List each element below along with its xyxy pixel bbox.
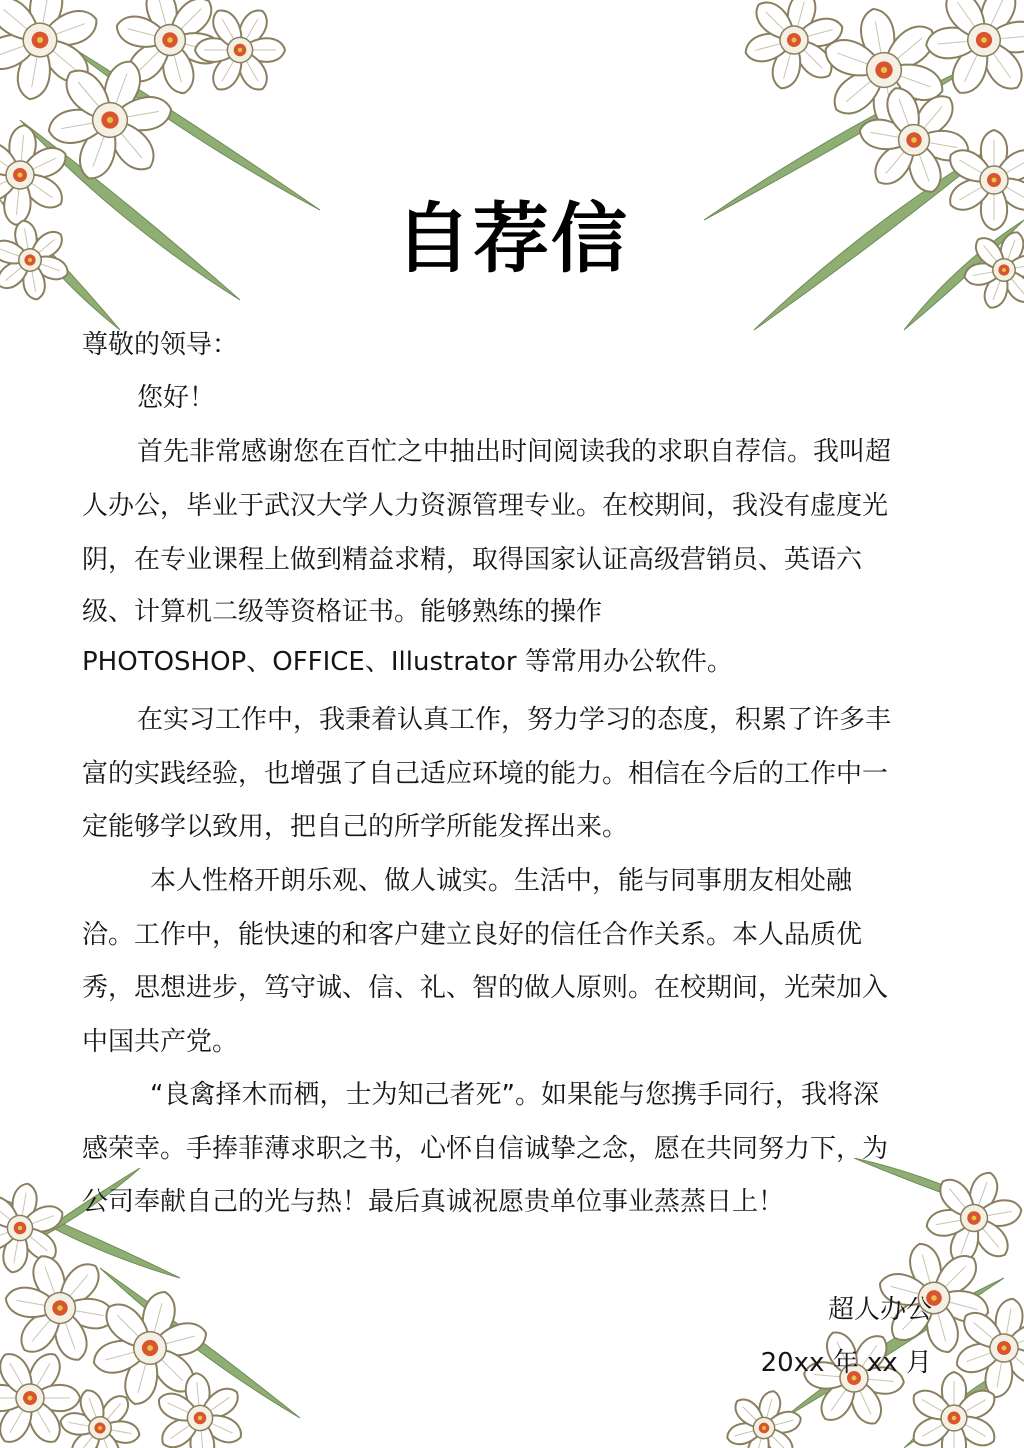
floral-corner-top-left — [0, 0, 330, 340]
flower-shape — [718, 1381, 811, 1448]
paragraph-line: 阴，在专业课程上做到精益求精，取得国家认证高级营销员、英语六 — [82, 545, 863, 575]
paragraph-line: 中国共产党。 — [82, 1027, 239, 1057]
letter-title: 自荐信 — [395, 194, 629, 283]
paragraph-line: 秀，思想进步，笃守诚、信、礼、智的做人原则。在校期间，光荣加入 — [82, 973, 889, 1003]
paragraph-line: 人办公，毕业于武汉大学人力资源管理专业。在校期间，我没有虚度光 — [82, 491, 889, 521]
paragraph-line: 首先非常感谢您在百忙之中抽出时间阅读我的求职自荐信。我叫超 — [137, 437, 892, 467]
paragraph-line: PHOTOSHOP、OFFICE、Illustrator 等常用办公软件。 — [82, 647, 733, 677]
signature: 超人办公 — [827, 1295, 932, 1325]
paragraph-line: “良禽择木而栖，士为知己者死”。如果能与您携手同行，我将深 — [150, 1080, 879, 1110]
floral-corner-top-right — [684, 0, 1024, 340]
paragraph-line: 在实习工作中，我秉着认真工作，努力学习的态度，积累了许多丰 — [137, 705, 892, 735]
paragraph-line: 洽。工作中，能快速的和客户建立良好的信任合作关系。本人品质优 — [82, 920, 863, 950]
paragraph-line: 富的实践经验，也增强了自己适应环境的能力。相信在今后的工作中一 — [82, 759, 889, 789]
salutation: 尊敬的领导： — [82, 330, 239, 360]
paragraph-line: 公司奉献自己的光与热！最后真诚祝愿贵单位事业蒸蒸日上！ — [82, 1187, 785, 1217]
paragraph-line: 本人性格开朗乐观、做人诚实。生活中，能与同事朋友相处融 — [150, 866, 853, 896]
paragraph-line: 级、计算机二级等资格证书。能够熟练的操作 — [82, 597, 603, 627]
paragraph-line: 定能够学以致用，把自己的所学所能发挥出来。 — [82, 812, 629, 842]
paragraph-line: 感荣幸。手捧菲薄求职之书，心怀自信诚挚之念，愿在共同努力下，为 — [82, 1134, 889, 1164]
date: 20xx 年 xx 月 — [760, 1348, 932, 1378]
greeting: 您好！ — [137, 383, 216, 413]
